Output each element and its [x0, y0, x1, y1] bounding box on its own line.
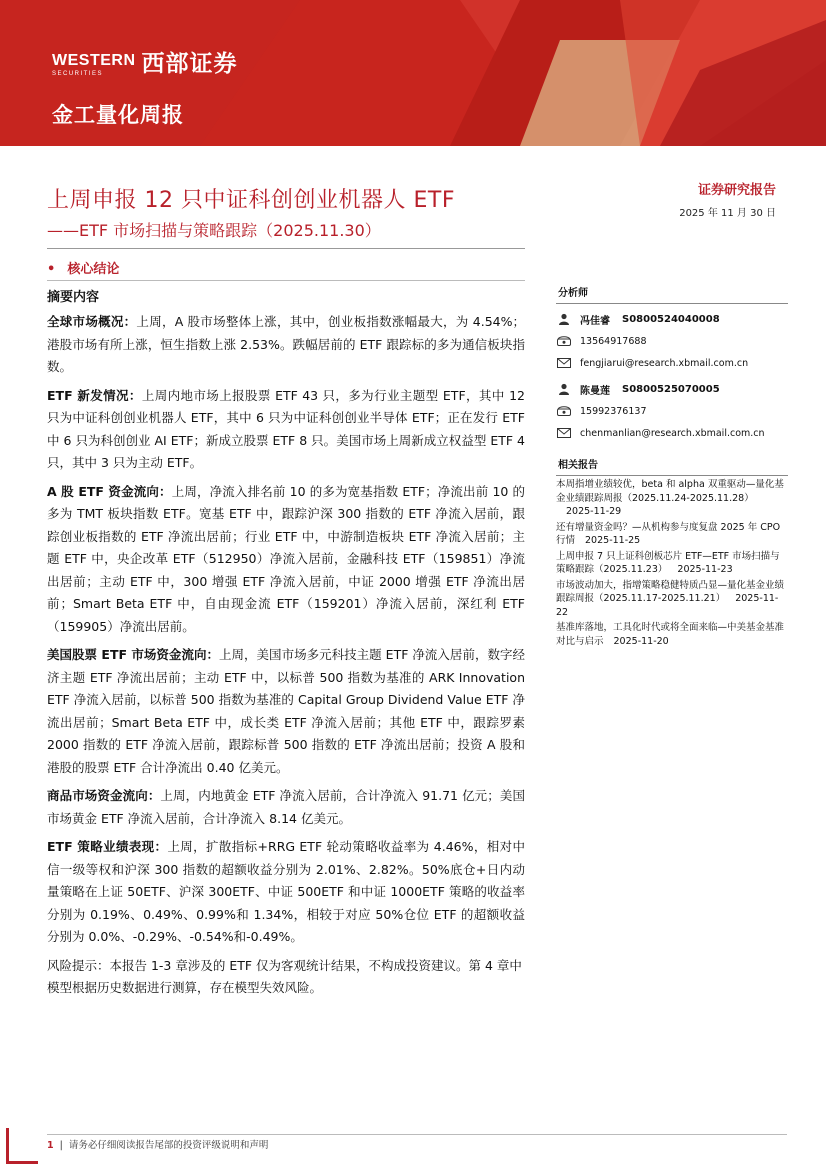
header-banner	[0, 0, 826, 146]
analyst-email-row	[556, 422, 788, 444]
footer-disclaimer: 请务必仔细阅读报告尾部的投资评级说明和声明	[68, 1140, 269, 1151]
analyst-name: 陈曼莲	[580, 385, 610, 397]
analyst-phone-row	[556, 400, 788, 422]
analyst-phone: 13564917688	[580, 335, 647, 347]
footer	[47, 1137, 268, 1151]
person-icon	[556, 313, 572, 325]
summary-paragraph	[47, 836, 525, 949]
email-icon	[556, 358, 572, 368]
summary-paragraph	[47, 785, 525, 830]
paragraph-body: 上周，美国市场多元科技主题 ETF 净流入居前，数字经济主题 ETF 净流出居前；主动 ETF 中，以标普 500 指数为基准的 ARK Innovation ETF 净流入居前，以标普 500 指数为基准的 Capital Group Dividend Value ETF 净流出居前；Smart Beta ETF 中，成长类 ETF 净流入居前；其他 ETF 中，跟踪罗素 2000 指数的 ETF 净流入居前，跟踪标普 500 指数的 ETF 净流出居前；投资 A 股和港股的股票 ETF 合计净流出 0.40 亿美元。	[47, 647, 526, 775]
sidebar	[556, 280, 788, 650]
analyst-code: S0800525070005	[622, 383, 720, 395]
related-report-date: 2025-11-22	[556, 593, 779, 618]
analyst-email[interactable]: chenmanlian@research.xbmail.com.cn	[580, 427, 765, 439]
related-report-title: 市场波动加大，指增策略稳健特质凸显—量化基金业绩跟踪周报（2025.11.17-2025.11.21）	[556, 579, 785, 604]
analyst-card	[556, 308, 788, 374]
analyst-name: 冯佳睿	[580, 315, 610, 327]
core-conclusion-label: 核心结论	[67, 262, 120, 277]
core-conclusion-heading	[47, 258, 119, 277]
corner-mark	[6, 1161, 38, 1164]
title-divider	[47, 248, 525, 249]
bullet-icon: •	[47, 262, 56, 277]
core-divider	[47, 280, 525, 281]
summary-section	[47, 286, 525, 1000]
phone-icon	[556, 406, 572, 416]
paragraph-head: 全球市场概况：	[47, 314, 137, 329]
analyst-name-row	[556, 308, 788, 330]
related-reports-heading: 相关报告	[556, 452, 788, 476]
email-icon	[556, 428, 572, 438]
footer-separator: |	[59, 1140, 69, 1151]
summary-paragraph	[47, 311, 525, 379]
paragraph-body: 上周内地市场上报股票 ETF 43 只，多为行业主题型 ETF，其中 12 只为中证科创创业机器人 ETF，其中 6 只为中证科创创业半导体 ETF；正在发行 ETF 中 6 只为科创创业 AI ETF；新成立股票 ETF 8 只。美国市场上周新成立权益型 ETF 4 只，其中 3 只为主动 ETF。	[47, 387, 525, 470]
related-report-date: 2025-11-23	[677, 564, 733, 575]
paragraph-head: ETF 新发情况：	[47, 387, 142, 403]
report-title: 上周申报 12 只中证科创创业机器人 ETF	[47, 188, 455, 213]
related-report-item[interactable]	[556, 521, 788, 548]
related-report-item[interactable]	[556, 550, 788, 577]
corner-mark	[6, 1128, 9, 1164]
analyst-name-row	[556, 378, 788, 400]
summary-heading: 摘要内容	[47, 290, 100, 305]
summary-paragraph	[47, 644, 525, 779]
analyst-email[interactable]: fengjiarui@research.xbmail.com.cn	[580, 357, 749, 369]
risk-warning: 风险提示：本报告 1-3 章涉及的 ETF 仅为客观统计结果，不构成投资建议。第 4 章中模型根据历史数据进行测算，存在模型失效风险。	[47, 957, 522, 995]
paragraph-head: 商品市场资金流向：	[47, 788, 161, 803]
paragraph-head: 美国股票 ETF 市场资金流向：	[47, 647, 219, 662]
logo-chinese: 西部证券	[141, 51, 238, 77]
analyst-card	[556, 378, 788, 444]
analyst-heading: 分析师	[556, 280, 788, 304]
report-type: 金工量化周报	[52, 103, 184, 127]
related-report-title: 本周指增业绩较优，beta 和 alpha 双重驱动—量化基金业绩跟踪周报（2025.11.24-2025.11.28）	[556, 479, 784, 504]
related-report-date: 2025-11-25	[585, 535, 641, 546]
related-report-title: 还有增量资金吗？—从机构参与度复盘 2025 年 CPO 行情	[556, 521, 781, 546]
report-label: 证券研究报告	[697, 183, 776, 198]
related-report-item[interactable]	[556, 478, 788, 519]
related-report-date: 2025-11-20	[613, 635, 669, 647]
paragraph-head: A 股 ETF 资金流向：	[47, 483, 172, 499]
analyst-phone-row	[556, 330, 788, 352]
report-subtitle: ——ETF 市场扫描与策略跟踪（2025.11.30）	[47, 221, 381, 240]
paragraph-body: 上周，A 股市场整体上涨，其中，创业板指数涨幅最大，为 4.54%；港股市场有所上涨，恒生指数上涨 2.53%。跌幅居前的 ETF 跟踪标的多为通信板块指数。	[47, 314, 525, 374]
phone-icon	[556, 336, 572, 346]
analyst-email-row	[556, 352, 788, 374]
summary-paragraph	[47, 481, 525, 639]
related-report-title: 上周申报 7 只上证科创板芯片 ETF—ETF 市场扫描与策略跟踪（2025.11.23）	[556, 550, 780, 575]
related-report-title: 基准库落地，工具化时代或将全面来临—中美基金基准对比与启示	[556, 622, 785, 647]
summary-paragraph	[47, 385, 525, 475]
related-report-date: 2025-11-29	[566, 506, 622, 517]
logo-english: WESTERN	[52, 52, 136, 69]
logo-english-sub: SECURITIES	[52, 71, 104, 77]
analyst-phone: 15992376137	[580, 405, 647, 417]
person-icon	[556, 383, 572, 395]
analyst-code: S0800524040008	[622, 313, 720, 325]
paragraph-head: ETF 策略业绩表现：	[47, 839, 168, 854]
related-report-item[interactable]	[556, 579, 788, 620]
paragraph-body: 上周，扩散指标+RRG ETF 轮动策略收益率为 4.46%，相对中信一级等权和沪深 300 指数的超额收益分别为 2.01%、2.82%。50%底仓+日内动量策略在上证 50ETF、沪深 300ETF、中证 500ETF 和中证 1000ETF 策略的收益率分别为 0.19%、0.49%、0.99%和 1.34%，相较于对应 50%仓位 ETF 的超额收益分别为 0.0%、-0.29%、-0.54%和-0.49%。	[47, 839, 525, 944]
report-date: 2025 年 11 月 30 日	[679, 208, 776, 219]
company-logo	[52, 50, 238, 77]
paragraph-body: 上周，净流入排名前 10 的多为宽基指数 ETF；净流出前 10 的多为 TMT 板块指数 ETF。宽基 ETF 中，跟踪沪深 300 指数的 ETF 净流入居前，跟踪创业板指数的 ETF 净流出居前；行业 ETF 中，中游制造板块 ETF 净流入居前；主题 ETF 中，央企改革 ETF（512950）净流入居前，金融科技 ETF（159851）净流出居前；主动 ETF 中，300 增强 ETF 净流入居前，中证 2000 增强 ETF 净流出居前；Smart Beta ETF 中，自由现金流 ETF（159201）净流入居前，深红利 ETF（159905）净流出居前。	[47, 483, 525, 634]
footer-divider	[47, 1134, 787, 1135]
page-number: 1	[47, 1140, 54, 1151]
paragraph-body: 上周，内地黄金 ETF 净流入居前，合计净流入 91.71 亿元；美国市场黄金 ETF 净流入居前，合计净流入 8.14 亿美元。	[47, 788, 525, 826]
related-report-item[interactable]	[556, 621, 788, 648]
